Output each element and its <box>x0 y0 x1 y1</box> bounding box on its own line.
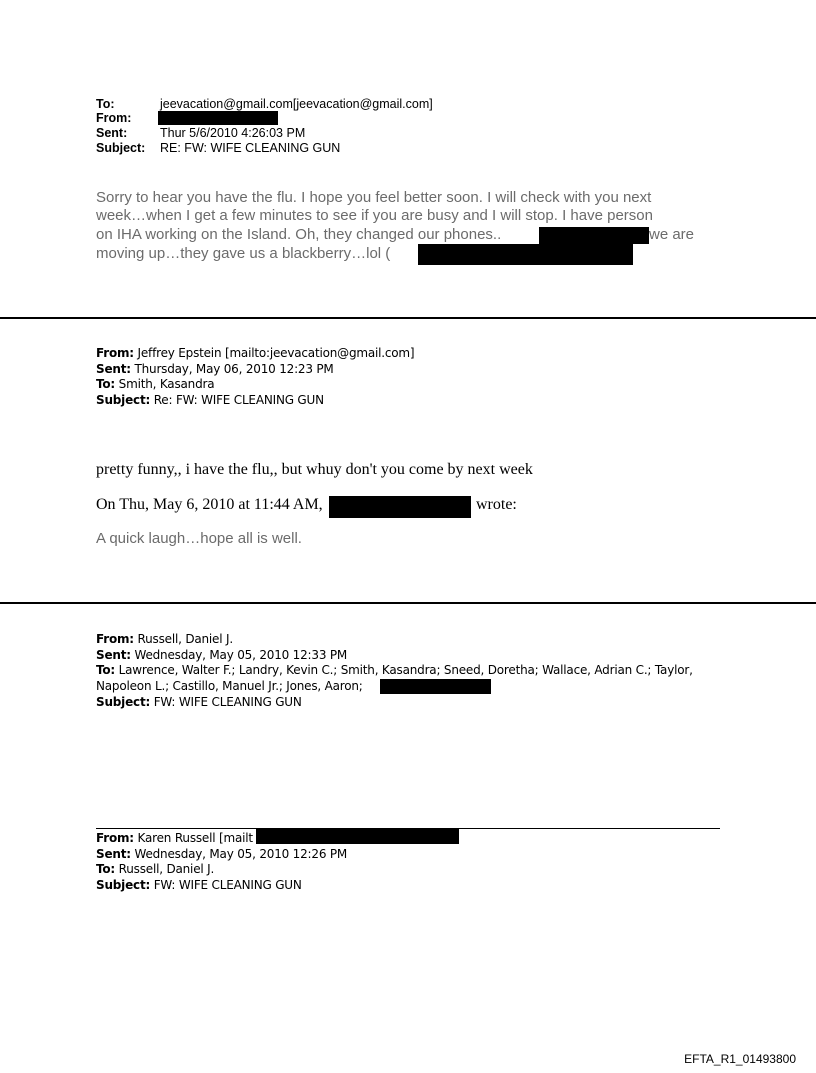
quoted-text: A quick laugh…hope all is well. <box>96 530 302 547</box>
sent-label: Sent: <box>96 361 131 376</box>
to-value: Russell, Daniel J. <box>118 862 215 877</box>
sent-value: Wednesday, May 05, 2010 12:33 PM <box>134 647 348 662</box>
redaction-box <box>158 111 278 125</box>
body-line: on IHA working on the Island. Oh, they changed our phones.. <box>96 226 502 243</box>
to-label: To: <box>96 97 115 111</box>
subject-value: Re: FW: WIFE CLEANING GUN <box>153 393 324 408</box>
quote-intro: On Thu, May 6, 2010 at 11:44 AM, <box>96 496 323 513</box>
body-line: week…when I get a few minutes to see if you are busy and I will stop. I have person <box>96 207 653 224</box>
redaction-box <box>256 828 459 844</box>
to-label: To: <box>96 862 116 877</box>
from-label: From: <box>96 632 134 646</box>
subject-label: Subject: <box>96 141 146 155</box>
subject-value: FW: WIFE CLEANING GUN <box>153 878 302 893</box>
document-id: EFTA_R1_01493800 <box>684 1052 796 1066</box>
body-line: we are <box>649 226 695 243</box>
from-label: From: <box>96 111 132 125</box>
sent-label: Sent: <box>96 647 131 662</box>
subject-label: Subject: <box>96 878 151 893</box>
from-value: Russell, Daniel J. <box>137 632 233 646</box>
sent-label: Sent: <box>96 846 131 861</box>
from-value: Karen Russell [mailt <box>137 831 253 845</box>
body-line: Sorry to hear you have the flu. I hope you feel better soon. I will check with you next <box>96 189 652 206</box>
to-value: Smith, Kasandra <box>118 377 215 392</box>
subject-label: Subject: <box>96 694 151 709</box>
email2-header <box>96 346 414 409</box>
to-value: jeevacation@gmail.com[jeevacation@gmail.com] <box>160 97 433 111</box>
email3-header <box>96 632 736 711</box>
to-label: To: <box>96 377 116 392</box>
from-label: From: <box>96 346 134 360</box>
sent-value: Thur 5/6/2010 4:26:03 PM <box>160 126 306 140</box>
to-label: To: <box>96 663 116 678</box>
redaction-box <box>329 496 471 518</box>
quote-wrote: wrote: <box>476 496 517 513</box>
email2-body: pretty funny,, i have the flu,, but whuy don't you come by next week <box>96 461 533 478</box>
from-value: Jeffrey Epstein [mailto:jeevacation@gmail.com] <box>137 346 415 360</box>
redaction-box <box>539 227 649 244</box>
sent-value: Wednesday, May 05, 2010 12:26 PM <box>134 846 348 861</box>
sent-value: Thursday, May 06, 2010 12:23 PM <box>134 361 334 376</box>
from-label: From: <box>96 831 134 845</box>
redaction-box <box>380 679 491 694</box>
sent-label: Sent: <box>96 126 128 140</box>
section-divider <box>0 317 816 319</box>
redaction-box <box>418 244 633 265</box>
to-value: Napoleon L.; Castillo, Manuel Jr.; Jones, Aaron; <box>96 679 363 694</box>
subject-value: RE: FW: WIFE CLEANING GUN <box>160 141 341 155</box>
body-line: moving up…they gave us a blackberry…lol ( <box>96 245 391 262</box>
section-divider <box>0 602 816 604</box>
subject-value: FW: WIFE CLEANING GUN <box>153 694 302 709</box>
subject-label: Subject: <box>96 393 151 408</box>
to-value: Lawrence, Walter F.; Landry, Kevin C.; Smith, Kasandra; Sneed, Doretha; Wallace, Adrian C.; Taylor, <box>118 663 693 678</box>
